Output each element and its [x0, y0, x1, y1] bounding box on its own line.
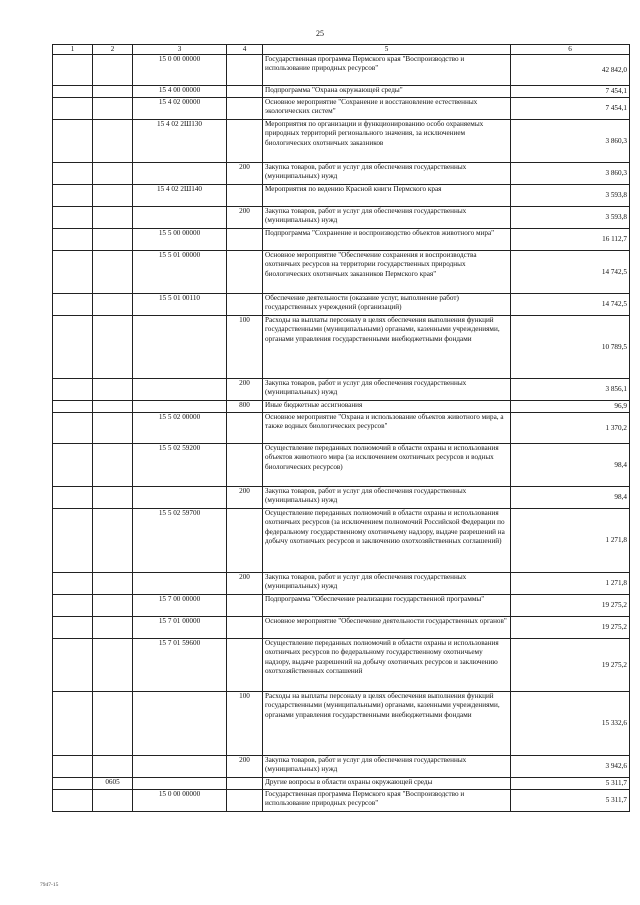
table-row — [53, 316, 630, 379]
section-code-cell — [93, 120, 133, 163]
target-article-code-cell: 15 4 02 2Ш140 — [133, 185, 227, 207]
description-cell: Основное мероприятие "Сохранение и восстановление естественных экологических систем" — [263, 98, 511, 120]
target-article-code-cell: 15 4 02 2Ш130 — [133, 120, 227, 163]
description-cell: Осуществление переданных полномочий в области охраны и использования объектов животного мира (за исключением охотничьих ресурсов и водных биологических ресурсов) — [263, 444, 511, 487]
description-cell: Основное мероприятие "Обеспечение сохранения и воспроизводства охотничьих ресурсов на территории государственных природных биологических охотничьих заказников Пермского края" — [263, 251, 511, 294]
table-row — [53, 756, 630, 778]
expense-type-code-cell — [227, 778, 263, 790]
expense-type-code-cell: 200 — [227, 379, 263, 401]
section-code-cell — [93, 639, 133, 692]
table-row — [53, 573, 630, 595]
amount-cell: 1 370,2 — [511, 413, 630, 444]
expense-type-code-cell — [227, 790, 263, 812]
table-row — [53, 294, 630, 316]
expense-type-code-cell — [227, 294, 263, 316]
section-code-cell — [93, 379, 133, 401]
amount-cell: 3 593,8 — [511, 185, 630, 207]
target-article-code-cell: 15 4 02 00000 — [133, 98, 227, 120]
description-cell: Подпрограмма "Обеспечение реализации государственной программы" — [263, 595, 511, 617]
description-cell: Закупка товаров, работ и услуг для обеспечения государственных (муниципальных) нужд — [263, 163, 511, 185]
row-col1-cell — [53, 98, 93, 120]
table-row — [53, 595, 630, 617]
amount-cell: 3 942,6 — [511, 756, 630, 778]
amount-cell: 1 271,8 — [511, 509, 630, 573]
footer-code: 7947-15 — [40, 882, 59, 888]
target-article-code-cell: 15 5 00 00000 — [133, 229, 227, 251]
section-code-cell — [93, 207, 133, 229]
expense-type-code-cell — [227, 86, 263, 98]
amount-cell: 7 454,1 — [511, 86, 630, 98]
expense-type-code-cell — [227, 185, 263, 207]
table-row — [53, 617, 630, 639]
amount-cell: 1 271,8 — [511, 573, 630, 595]
page-number: 25 — [316, 29, 324, 38]
row-col1-cell — [53, 401, 93, 413]
description-cell: Расходы на выплаты персоналу в целях обеспечения выполнения функций государственными (муниципальными) органами, казенными учреждениями, органами управления государственными внебюджетными фондами — [263, 692, 511, 756]
row-col1-cell — [53, 487, 93, 509]
target-article-code-cell — [133, 778, 227, 790]
amount-cell: 19 275,2 — [511, 617, 630, 639]
row-col1-cell — [53, 379, 93, 401]
description-cell: Основное мероприятие "Охрана и использование объектов животного мира, а также водных биологических ресурсов" — [263, 413, 511, 444]
amount-cell: 10 789,5 — [511, 316, 630, 379]
description-cell: Другие вопросы в области охраны окружающей среды — [263, 778, 511, 790]
target-article-code-cell: 15 0 00 00000 — [133, 790, 227, 812]
header-row — [53, 45, 630, 55]
section-code-cell — [93, 251, 133, 294]
expense-type-code-cell — [227, 120, 263, 163]
amount-cell: 98,4 — [511, 487, 630, 509]
table-row — [53, 401, 630, 413]
table-row — [53, 444, 630, 487]
row-col1-cell — [53, 617, 93, 639]
section-code-cell — [93, 229, 133, 251]
row-col1-cell — [53, 573, 93, 595]
target-article-code-cell: 15 5 01 00110 — [133, 294, 227, 316]
amount-cell: 3 860,3 — [511, 120, 630, 163]
table-row — [53, 639, 630, 692]
section-code-cell — [93, 86, 133, 98]
header-cell: 5 — [263, 45, 511, 55]
amount-cell: 7 454,1 — [511, 98, 630, 120]
row-col1-cell — [53, 756, 93, 778]
expense-type-code-cell: 200 — [227, 207, 263, 229]
header-cell: 1 — [53, 45, 93, 55]
description-cell: Государственная программа Пермского края "Воспроизводство и использование природных ресурсов" — [263, 55, 511, 86]
row-col1-cell — [53, 790, 93, 812]
row-col1-cell — [53, 163, 93, 185]
amount-cell: 96,9 — [511, 401, 630, 413]
table-row — [53, 509, 630, 573]
expense-type-code-cell — [227, 444, 263, 487]
target-article-code-cell: 15 7 01 59600 — [133, 639, 227, 692]
expense-type-code-cell: 800 — [227, 401, 263, 413]
row-col1-cell — [53, 185, 93, 207]
target-article-code-cell — [133, 487, 227, 509]
table-body — [53, 55, 630, 812]
description-cell: Осуществление переданных полномочий в области охраны и использования охотничьих ресурсов по федеральному государственному охотничьему надзору, выдаче разрешений на добычу охотничьих ресурсов и заключению охотхозяйственных соглашений — [263, 639, 511, 692]
expense-type-code-cell: 200 — [227, 756, 263, 778]
amount-cell: 3 860,3 — [511, 163, 630, 185]
description-cell: Иные бюджетные ассигнования — [263, 401, 511, 413]
target-article-code-cell — [133, 379, 227, 401]
target-article-code-cell: 15 5 02 59200 — [133, 444, 227, 487]
description-cell: Государственная программа Пермского края "Воспроизводство и использование природных ресурсов" — [263, 790, 511, 812]
section-code-cell — [93, 487, 133, 509]
row-col1-cell — [53, 229, 93, 251]
section-code-cell — [93, 55, 133, 86]
target-article-code-cell — [133, 401, 227, 413]
expense-type-code-cell — [227, 55, 263, 86]
expense-type-code-cell: 200 — [227, 163, 263, 185]
target-article-code-cell: 15 5 02 59700 — [133, 509, 227, 573]
budget-table — [52, 44, 630, 812]
table-row — [53, 251, 630, 294]
row-col1-cell — [53, 595, 93, 617]
section-code-cell — [93, 444, 133, 487]
expense-type-code-cell: 100 — [227, 316, 263, 379]
header-cell: 4 — [227, 45, 263, 55]
section-code-cell — [93, 294, 133, 316]
table-row — [53, 55, 630, 86]
amount-cell: 14 742,5 — [511, 294, 630, 316]
amount-cell: 3 856,1 — [511, 379, 630, 401]
table-row — [53, 98, 630, 120]
description-cell: Мероприятия по организации и функционированию особо охраняемых природных территорий регионального значения, за исключением биологических охотничьих заказников — [263, 120, 511, 163]
section-code-cell — [93, 573, 133, 595]
table-row — [53, 229, 630, 251]
target-article-code-cell: 15 5 01 00000 — [133, 251, 227, 294]
table-row — [53, 790, 630, 812]
amount-cell: 19 275,2 — [511, 639, 630, 692]
description-cell: Мероприятия по ведению Красной книги Пермского края — [263, 185, 511, 207]
table-row — [53, 163, 630, 185]
table-row — [53, 185, 630, 207]
section-code-cell — [93, 401, 133, 413]
table-row — [53, 86, 630, 98]
expense-type-code-cell — [227, 251, 263, 294]
row-col1-cell — [53, 120, 93, 163]
target-article-code-cell — [133, 316, 227, 379]
table-row — [53, 120, 630, 163]
table-row — [53, 487, 630, 509]
expense-type-code-cell — [227, 639, 263, 692]
row-col1-cell — [53, 316, 93, 379]
expense-type-code-cell: 200 — [227, 573, 263, 595]
expense-type-code-cell — [227, 595, 263, 617]
expense-type-code-cell — [227, 509, 263, 573]
row-col1-cell — [53, 86, 93, 98]
description-cell: Закупка товаров, работ и услуг для обеспечения государственных (муниципальных) нужд — [263, 573, 511, 595]
row-col1-cell — [53, 207, 93, 229]
table-row — [53, 207, 630, 229]
section-code-cell — [93, 692, 133, 756]
section-code-cell — [93, 509, 133, 573]
row-col1-cell — [53, 55, 93, 86]
section-code-cell — [93, 790, 133, 812]
target-article-code-cell: 15 5 02 00000 — [133, 413, 227, 444]
amount-cell: 19 275,2 — [511, 595, 630, 617]
description-cell: Закупка товаров, работ и услуг для обеспечения государственных (муниципальных) нужд — [263, 207, 511, 229]
expense-type-code-cell — [227, 413, 263, 444]
target-article-code-cell — [133, 756, 227, 778]
target-article-code-cell — [133, 207, 227, 229]
target-article-code-cell — [133, 163, 227, 185]
description-cell: Закупка товаров, работ и услуг для обеспечения государственных (муниципальных) нужд — [263, 379, 511, 401]
section-code-cell — [93, 98, 133, 120]
row-col1-cell — [53, 509, 93, 573]
description-cell: Расходы на выплаты персоналу в целях обеспечения выполнения функций государственными (муниципальными) органами, казенными учреждениями, органами управления государственными внебюджетными фондами — [263, 316, 511, 379]
row-col1-cell — [53, 778, 93, 790]
description-cell: Закупка товаров, работ и услуг для обеспечения государственных (муниципальных) нужд — [263, 487, 511, 509]
amount-cell: 15 332,6 — [511, 692, 630, 756]
expense-type-code-cell: 100 — [227, 692, 263, 756]
expense-type-code-cell — [227, 617, 263, 639]
amount-cell: 14 742,5 — [511, 251, 630, 294]
description-cell: Подпрограмма "Сохранение и воспроизводство объектов животного мира" — [263, 229, 511, 251]
target-article-code-cell: 15 7 00 00000 — [133, 595, 227, 617]
header-cell: 2 — [93, 45, 133, 55]
target-article-code-cell — [133, 692, 227, 756]
expense-type-code-cell: 200 — [227, 487, 263, 509]
description-cell: Основное мероприятие "Обеспечение деятельности государственных органов" — [263, 617, 511, 639]
section-code-cell — [93, 617, 133, 639]
section-code-cell — [93, 316, 133, 379]
description-cell: Обеспечение деятельности (оказание услуг, выполнение работ) государственных учреждений (организаций) — [263, 294, 511, 316]
amount-cell: 3 593,8 — [511, 207, 630, 229]
description-cell: Закупка товаров, работ и услуг для обеспечения государственных (муниципальных) нужд — [263, 756, 511, 778]
section-code-cell — [93, 595, 133, 617]
header-cell: 6 — [511, 45, 630, 55]
target-article-code-cell: 15 7 01 00000 — [133, 617, 227, 639]
description-cell: Подпрограмма "Охрана окружающей среды" — [263, 86, 511, 98]
section-code-cell — [93, 185, 133, 207]
amount-cell: 16 112,7 — [511, 229, 630, 251]
amount-cell: 5 311,7 — [511, 790, 630, 812]
target-article-code-cell: 15 0 00 00000 — [133, 55, 227, 86]
row-col1-cell — [53, 639, 93, 692]
header-cell: 3 — [133, 45, 227, 55]
section-code-cell — [93, 756, 133, 778]
row-col1-cell — [53, 251, 93, 294]
target-article-code-cell: 15 4 00 00000 — [133, 86, 227, 98]
amount-cell: 98,4 — [511, 444, 630, 487]
table-row — [53, 379, 630, 401]
amount-cell: 42 842,0 — [511, 55, 630, 86]
description-cell: Осуществление переданных полномочий в области охраны и использования охотничьих ресурсов (за исключением полномочий Российской Федерации по федеральному государственному охотничьему надзору, выдаче разрешений на добычу охотничьих ресурсов и заключению охотхозяйственных соглашений) — [263, 509, 511, 573]
table-row — [53, 778, 630, 790]
table-row — [53, 692, 630, 756]
section-code-cell — [93, 413, 133, 444]
amount-cell: 5 311,7 — [511, 778, 630, 790]
section-code-cell: 0605 — [93, 778, 133, 790]
row-col1-cell — [53, 444, 93, 487]
expense-type-code-cell — [227, 98, 263, 120]
row-col1-cell — [53, 692, 93, 756]
row-col1-cell — [53, 294, 93, 316]
target-article-code-cell — [133, 573, 227, 595]
table-row — [53, 413, 630, 444]
expense-type-code-cell — [227, 229, 263, 251]
row-col1-cell — [53, 413, 93, 444]
section-code-cell — [93, 163, 133, 185]
